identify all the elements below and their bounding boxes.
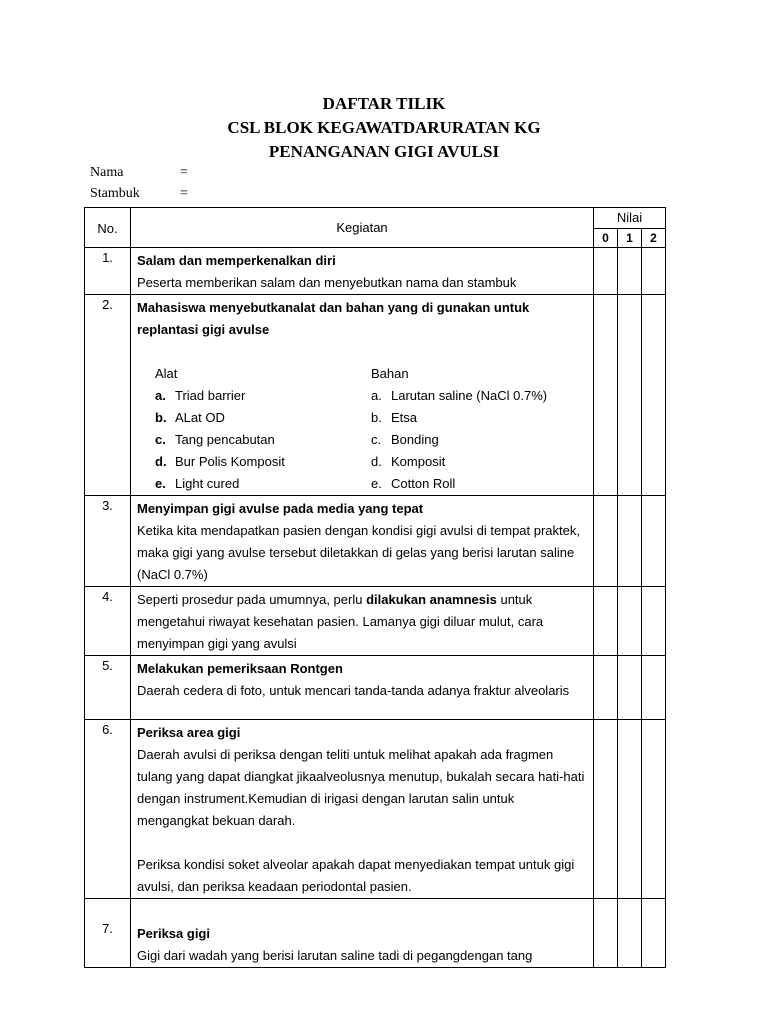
row-number: 2. <box>85 295 131 496</box>
stambuk-field <box>90 186 188 202</box>
score-cell-1[interactable] <box>618 899 642 968</box>
alat-label: Alat <box>155 366 178 381</box>
row-text: Daerah cedera di foto, untuk mencari tanda-tanda adanya fraktur alveolaris <box>137 683 570 698</box>
doc-topic: PENANGANAN GIGI AVULSI <box>268 142 500 161</box>
score-cell-2[interactable] <box>642 587 666 656</box>
row-text-2: Periksa kondisi soket alveolar apakah dapat menyediakan tempat untuk gigi avulsi, dan periksa keadaan periodontal pasien. <box>137 857 575 894</box>
row-text: Ketika kita mendapatkan pasien dengan kondisi gigi avulsi di tempat praktek, maka gigi yang avulse tersebut diletakkan di gelas yang berisi larutan saline (NaCl 0.7%) <box>137 523 580 582</box>
stambuk-label: Stambuk <box>90 186 140 201</box>
row-number: 4. <box>85 587 131 656</box>
row-number: 3. <box>85 496 131 587</box>
row-kegiatan <box>131 587 594 656</box>
row-kegiatan <box>131 248 594 295</box>
bahan-list <box>371 363 587 495</box>
row-number: 1. <box>85 248 131 295</box>
row-kegiatan <box>131 496 594 587</box>
row-number: 7. <box>85 899 131 968</box>
row-text: Gigi dari wadah yang berisi larutan saline tadi di pegangdengan tang <box>137 948 533 963</box>
score-cell-0[interactable] <box>594 720 618 899</box>
row-kegiatan <box>131 295 594 496</box>
row-text: Peserta memberikan salam dan menyebutkan nama dan stambuk <box>137 275 517 290</box>
score-cell-1[interactable] <box>618 248 642 295</box>
checklist-table <box>84 207 666 968</box>
row-title: Menyimpan gigi avulse pada media yang tepat <box>137 501 424 516</box>
score-0-header: 0 <box>594 228 618 248</box>
list-item: e. Cotton Roll <box>371 476 456 491</box>
table-header-row <box>85 208 666 229</box>
row-title: Periksa gigi <box>137 926 210 941</box>
score-cell-1[interactable] <box>618 720 642 899</box>
score-cell-0[interactable] <box>594 496 618 587</box>
score-cell-0[interactable] <box>594 248 618 295</box>
stambuk-sep: = <box>180 186 188 201</box>
col-no-header: No. <box>85 208 131 248</box>
table-row <box>85 496 666 587</box>
score-cell-0[interactable] <box>594 656 618 720</box>
list-item: b. Etsa <box>371 410 418 425</box>
list-item: b. ALat OD <box>155 410 225 425</box>
score-cell-2[interactable] <box>642 720 666 899</box>
list-item: d. Bur Polis Komposit <box>155 454 285 469</box>
row-title: Salam dan memperkenalkan diri <box>137 253 336 268</box>
score-2-header: 2 <box>642 228 666 248</box>
score-cell-2[interactable] <box>642 496 666 587</box>
nama-sep: = <box>180 165 188 180</box>
score-cell-1[interactable] <box>618 295 642 496</box>
list-item: c. Tang pencabutan <box>155 432 275 447</box>
table-row <box>85 899 666 968</box>
table-row <box>85 248 666 295</box>
row-title: Mahasiswa menyebutkanalat dan bahan yang di gunakan untuk replantasi gigi avulse <box>137 300 530 337</box>
score-cell-2[interactable] <box>642 656 666 720</box>
alat-bahan-lists <box>137 363 587 495</box>
score-cell-0[interactable] <box>594 899 618 968</box>
row-text: Seperti prosedur pada umumnya, perlu dilakukan anamnesis untuk mengetahui riwayat kesehatan pasien. Lamanya gigi diluar mulut, cara menyimpan gigi yang avulsi <box>137 592 544 651</box>
score-cell-1[interactable] <box>618 656 642 720</box>
row-kegiatan <box>131 899 594 968</box>
score-cell-1[interactable] <box>618 587 642 656</box>
table-row <box>85 656 666 720</box>
alat-list <box>155 363 371 495</box>
nama-label: Nama <box>90 165 124 180</box>
table-row <box>85 720 666 899</box>
row-kegiatan <box>131 656 594 720</box>
list-item: c. Bonding <box>371 432 439 447</box>
row-text: Daerah avulsi di periksa dengan teliti untuk melihat apakah ada fragmen tulang yang dapat diangkat jikaalveolusnya menutup, bukalah secara hati-hati dengan instrument.Kemudian di irigasi dengan larutan salin untuk mengangkat bekuan darah. <box>137 747 585 828</box>
row-title: Melakukan pemeriksaan Rontgen <box>137 661 343 676</box>
doc-title: DAFTAR TILIK <box>322 94 446 113</box>
table-row <box>85 587 666 656</box>
score-1-header: 1 <box>618 228 642 248</box>
list-item: d. Komposit <box>371 454 446 469</box>
bahan-label: Bahan <box>371 366 409 381</box>
list-item: a. Larutan saline (NaCl 0.7%) <box>371 388 548 403</box>
doc-subtitle: CSL BLOK KEGAWATDARURATAN KG <box>227 118 541 137</box>
row-kegiatan <box>131 720 594 899</box>
score-cell-2[interactable] <box>642 295 666 496</box>
col-kegiatan-header: Kegiatan <box>131 208 594 248</box>
score-cell-0[interactable] <box>594 587 618 656</box>
table-row <box>85 295 666 496</box>
list-item: e. Light cured <box>155 476 240 491</box>
list-item: a. Triad barrier <box>155 388 246 403</box>
score-cell-0[interactable] <box>594 295 618 496</box>
row-number: 5. <box>85 656 131 720</box>
row-number: 6. <box>85 720 131 899</box>
score-cell-1[interactable] <box>618 496 642 587</box>
score-cell-2[interactable] <box>642 899 666 968</box>
col-nilai-header: Nilai <box>594 208 666 229</box>
score-cell-2[interactable] <box>642 248 666 295</box>
nama-field <box>90 165 188 181</box>
row-title: Periksa area gigi <box>137 725 241 740</box>
